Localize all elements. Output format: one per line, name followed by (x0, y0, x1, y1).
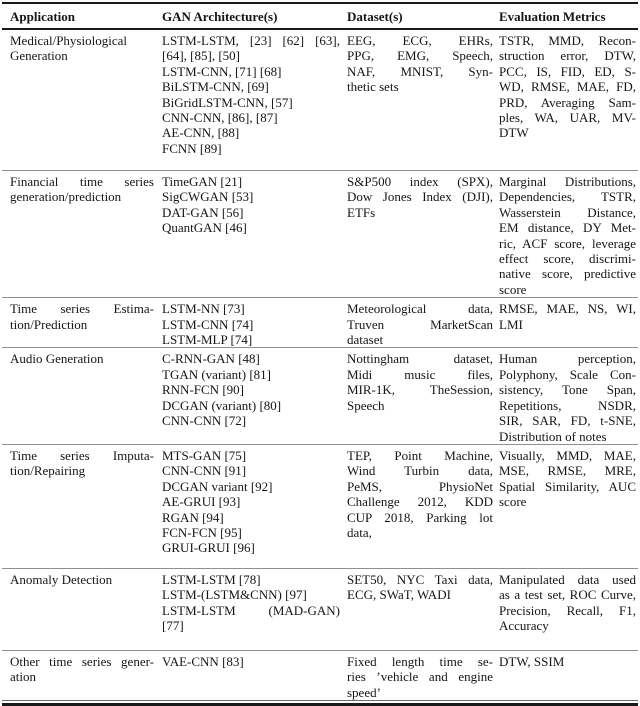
table-row (2, 30, 638, 171)
text-line: GRUI-GRUI [96] (162, 540, 255, 556)
text-line: DTW, SSIM (499, 653, 565, 669)
text-line: PCC, IS, FID, ED, S- (499, 63, 636, 79)
column-header-application: Application (10, 9, 76, 24)
architectures-cell (162, 171, 340, 236)
text-line: MTS-GAN [75] (162, 447, 247, 463)
text-line: LSTM-LSTM, [23] [62] [63], (162, 33, 340, 48)
text-line: FCNN [89] (162, 140, 222, 156)
text-line: Distribution of notes (499, 428, 607, 444)
text-line: [64], [85], [50] (162, 48, 240, 64)
text-line: MSE, RMSE, MRE, (499, 463, 636, 479)
application-cell (10, 298, 154, 332)
architectures-cell (162, 651, 340, 669)
metrics-cell (499, 445, 636, 510)
text-line: Midi music files, (347, 366, 493, 382)
text-line: ETFs (347, 204, 376, 220)
datasets-cell (347, 348, 493, 413)
text-line: DCGAN (variant) [80] (162, 397, 282, 413)
text-line: SIR, SAR, FD, t-SNE, (499, 413, 636, 429)
text-line: RNN-FCN [90] (162, 382, 244, 398)
text-line: speed’ (347, 684, 381, 700)
text-line: PRD, Averaging Sam- (499, 94, 636, 110)
column-header-evaluation-metrics: Evaluation Metrics (499, 9, 606, 24)
text-line: S&P500 index (SPX), (347, 174, 493, 189)
text-line: ric, ACF score, leverage (499, 235, 636, 251)
text-line: CNN-CNN, [86], [87] (162, 110, 278, 126)
datasets-cell (347, 569, 493, 603)
text-line: LSTM-CNN, [71] [68] (162, 63, 282, 79)
text-line: Repetitions, NSDR, (499, 397, 636, 413)
metrics-cell (499, 651, 636, 669)
text-line: SigCWGAN [53] (162, 189, 254, 205)
text-line: LSTM-LSTM (MAD-GAN) (162, 602, 340, 618)
text-line: data, (347, 524, 372, 540)
text-line: Wind Turbin data, (347, 463, 493, 479)
header-row (2, 4, 638, 30)
text-line: ECG, SWaT, WADI (347, 587, 451, 603)
application-cell (10, 30, 154, 64)
text-line: Truven MarketScan (347, 316, 493, 332)
table-row (2, 651, 638, 700)
text-line: Anomaly Detection (10, 571, 113, 587)
datasets-cell (347, 651, 493, 700)
table-row (2, 171, 638, 298)
text-line: Time series Imputa- (10, 447, 154, 463)
text-line: TSTR, MMD, Recon- (499, 33, 636, 48)
text-line: effect score, discrimi- (499, 251, 636, 267)
text-line: RGAN [94] (162, 509, 224, 525)
text-line: TGAN (variant) [81] (162, 366, 272, 382)
datasets-cell (347, 298, 493, 347)
datasets-cell (347, 171, 493, 220)
table-bottom-rule-thin (2, 700, 638, 701)
metrics-cell (499, 348, 636, 443)
text-line: Financial time series (10, 174, 154, 189)
application-cell (10, 171, 154, 205)
metrics-cell (499, 298, 636, 332)
text-line: DTW (499, 125, 529, 141)
text-line: Accuracy (499, 618, 549, 634)
architectures-cell (162, 445, 340, 556)
text-line: Medical/Physiological (10, 33, 127, 48)
text-line: TimeGAN [21] (162, 174, 243, 189)
application-cell (10, 445, 154, 479)
table-row (2, 348, 638, 444)
architectures-cell (162, 569, 340, 634)
text-line: Spatial Similarity, AUC (499, 478, 636, 494)
table-row (2, 569, 638, 651)
text-line: generation/prediction (10, 189, 122, 205)
application-cell (10, 651, 154, 685)
text-line: LSTM-MLP [74] (162, 332, 253, 348)
text-line: CNN-CNN [91] (162, 463, 247, 479)
text-line: dataset (347, 332, 384, 348)
text-line: WD, RMSE, MAE, FD, (499, 79, 636, 95)
text-line: TEP, Point Machine, (347, 447, 493, 463)
text-line: Generation (10, 48, 68, 64)
text-line: BiGridLSTM-CNN, [57] (162, 94, 293, 110)
text-line: VAE-CNN [83] (162, 653, 244, 669)
text-line: LSTM-(LSTM&CNN) [97] (162, 587, 307, 603)
text-line: Other time series gener- (10, 653, 154, 669)
text-line: Human perception, (499, 351, 636, 367)
text-line: tion/Repairing (10, 463, 86, 479)
text-line: QuantGAN [46] (162, 220, 247, 236)
text-line: Dow Jones Index (DJI), (347, 189, 493, 205)
text-line: Time series Estima- (10, 301, 154, 317)
metrics-cell (499, 569, 636, 634)
text-line: Visually, MMD, MAE, (499, 447, 636, 463)
text-line: C-RNN-GAN [48] (162, 351, 260, 367)
text-line: MIR-1K, TheSession, (347, 382, 493, 398)
text-line: LSTM-CNN [74] (162, 316, 254, 332)
text-line: score (499, 281, 527, 297)
text-line: [77] (162, 618, 184, 634)
column-header-gan-architectures: GAN Architecture(s) (162, 9, 278, 24)
architectures-cell (162, 30, 340, 156)
text-line: DAT-GAN [56] (162, 204, 244, 220)
gan-applications-table (2, 2, 638, 700)
datasets-cell (347, 445, 493, 540)
text-line: Manipulated data used (499, 571, 636, 587)
text-line: DCGAN variant [92] (162, 478, 273, 494)
text-line: FCN-FCN [95] (162, 524, 242, 540)
text-line: as a test set, ROC Curve, (499, 587, 636, 603)
text-line: SET50, NYC Taxi data, (347, 571, 493, 587)
text-line: thetic sets (347, 79, 399, 95)
text-line: Marginal Distributions, (499, 174, 636, 189)
text-line: struction error, DTW, (499, 48, 636, 64)
text-line: RMSE, MAE, NS, WI, (499, 301, 636, 317)
text-line: Audio Generation (10, 351, 104, 367)
text-line: PeMS, PhysioNet (347, 478, 493, 494)
text-line: ries ’vehicle and engine (347, 669, 493, 685)
text-line: PPG, EMG, Speech, (347, 48, 493, 64)
text-line: LSTM-NN [73] (162, 301, 245, 317)
text-line: ples, WA, UAR, MV- (499, 110, 636, 126)
text-line: CUP 2018, Parking lot (347, 509, 493, 525)
text-line: AE-CNN, [88] (162, 125, 240, 141)
text-line: Meteorological data, (347, 301, 493, 317)
table-row (2, 445, 638, 569)
datasets-cell (347, 30, 493, 95)
text-line: Fixed length time se- (347, 653, 493, 669)
text-line: EEG, ECG, EHRs, (347, 33, 493, 48)
text-line: Nottingham dataset, (347, 351, 493, 367)
text-line: LMI (499, 316, 523, 332)
text-line: Precision, Recall, F1, (499, 602, 636, 618)
text-line: score (499, 494, 527, 510)
metrics-cell (499, 171, 636, 297)
column-header-datasets: Dataset(s) (347, 9, 403, 24)
text-line: AE-GRUI [93] (162, 494, 241, 510)
text-line: LSTM-LSTM [78] (162, 571, 261, 587)
architectures-cell (162, 298, 340, 347)
text-line: EM distance, DY Met- (499, 220, 636, 236)
application-cell (10, 569, 154, 587)
text-line: CNN-CNN [72] (162, 413, 247, 429)
text-line: BiLSTM-CNN, [69] (162, 79, 269, 95)
text-line: native score, predictive (499, 266, 636, 282)
metrics-cell (499, 30, 636, 141)
text-line: sistency, Tone Span, (499, 382, 636, 398)
text-line: Wasserstein Distance, (499, 204, 636, 220)
text-line: ation (10, 669, 36, 685)
text-line: Dependencies, TSTR, (499, 189, 636, 205)
application-cell (10, 348, 154, 366)
text-line: Polyphony, Scale Con- (499, 366, 636, 382)
table-row (2, 298, 638, 348)
text-line: Challenge 2012, KDD (347, 494, 493, 510)
text-line: tion/Prediction (10, 316, 88, 332)
text-line: NAF, MNIST, Syn- (347, 63, 493, 79)
architectures-cell (162, 348, 340, 428)
text-line: Speech (347, 397, 385, 413)
